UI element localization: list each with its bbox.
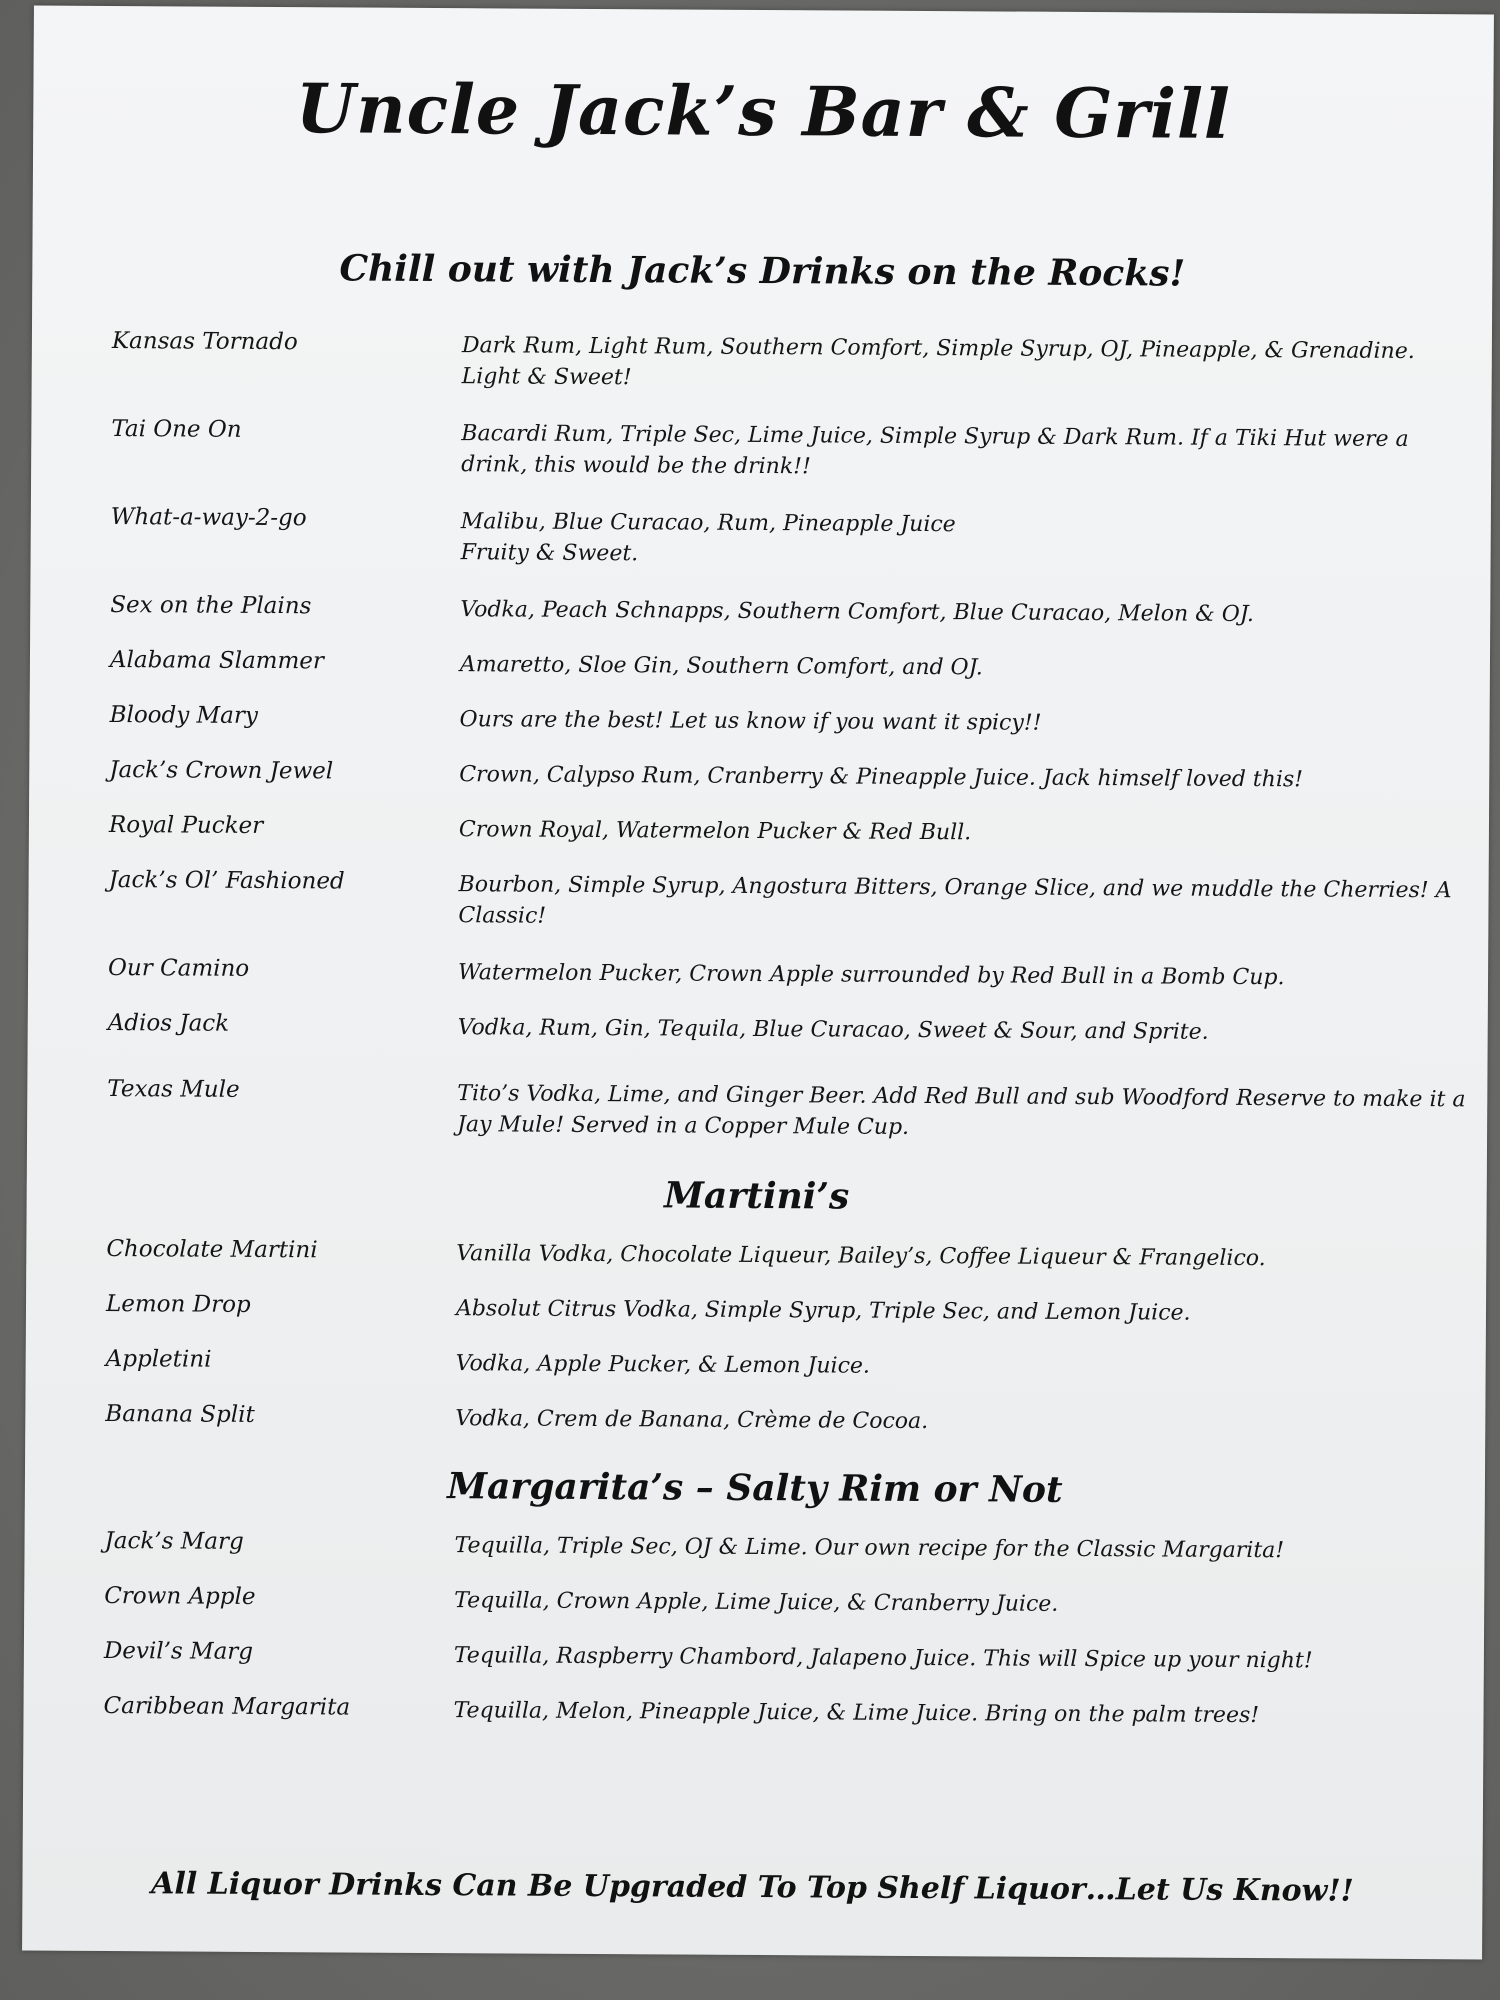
drink-name: Jack’s Ol’ Fashioned <box>108 867 345 895</box>
menu-item <box>30 647 1490 681</box>
drink-description: Bourbon, Simple Syrup, Angostura Bitters, Orange Slice, and we muddle the Cherries! A Classic! <box>458 872 1452 929</box>
menu-item <box>29 757 1489 793</box>
menu-item <box>30 702 1490 736</box>
drink-name: Appletini <box>105 1346 212 1373</box>
section-heading-margaritas: Margarita’s – Salty Rim or Not <box>447 1465 1063 1511</box>
menu-item <box>32 328 1492 391</box>
section-heading-rocks: Chill out with Jack’s Drinks on the Rocks! <box>339 247 1186 295</box>
drink-description: Crown Royal, Watermelon Pucker & Red Bull. <box>458 817 972 846</box>
drink-description: Vodka, Crem de Banana, Crème de Cocoa. <box>455 1406 929 1435</box>
drink-description: Ours are the best! Let us know if you want it spicy!! <box>459 707 1042 736</box>
drink-name: Caribbean Margarita <box>103 1693 351 1721</box>
menu-item <box>26 1291 1486 1326</box>
menu-item <box>26 1346 1486 1379</box>
drink-name: Our Camino <box>107 955 250 982</box>
drink-description: Vodka, Apple Pucker, & Lemon Juice. <box>455 1351 871 1379</box>
drink-name: Crown Apple <box>104 1583 256 1610</box>
drink-description: Tequilla, Triple Sec, OJ & Lime. Our own recipe for the Classic Margarita! <box>454 1533 1285 1564</box>
drink-description: Vanilla Vodka, Chocolate Liqueur, Bailey’s, Coffee Liqueur & Frangelico. <box>456 1241 1266 1272</box>
drink-description: Vodka, Peach Schnapps, Southern Comfort, Blue Curacao, Melon & OJ. <box>460 597 1254 628</box>
drink-name: Tai One On <box>111 416 242 443</box>
menu-sheet <box>22 6 1494 1960</box>
drink-description: Absolut Citrus Vodka, Simple Syrup, Triple Sec, and Lemon Juice. <box>455 1296 1191 1326</box>
drink-name: Chocolate Martini <box>106 1236 318 1264</box>
drink-name: Adios Jack <box>107 1010 230 1037</box>
menu-item <box>31 416 1491 480</box>
drink-description: Tequilla, Melon, Pineapple Juice, & Lime Juice. Bring on the palm trees! <box>453 1698 1260 1729</box>
drink-name: Lemon Drop <box>105 1291 251 1318</box>
menu-item <box>28 955 1488 991</box>
drink-description: Tequilla, Crown Apple, Lime Juice, & Cranberry Juice. <box>454 1588 1059 1617</box>
menu-item <box>31 504 1491 567</box>
menu-item <box>24 1583 1484 1617</box>
menu-item <box>28 1010 1488 1045</box>
drink-name: Devil’s Marg <box>103 1638 254 1665</box>
drink-description: Tequilla, Raspberry Chambord, Jalapeno Juice. This will Spice up your night! <box>453 1643 1313 1674</box>
drink-description: Bacardi Rum, Triple Sec, Lime Juice, Simple Syrup & Dark Rum. If a Tiki Hut were a drink, this would be the drink!! <box>461 421 1409 480</box>
drink-name: Banana Split <box>105 1401 255 1428</box>
section-heading-martinis: Martini’s <box>664 1174 850 1218</box>
menu-item <box>25 1401 1485 1435</box>
drink-description: Amaretto, Sloe Gin, Southern Comfort, and OJ. <box>459 652 983 681</box>
drink-description: Malibu, Blue Curacao, Rum, Pineapple Juice Fruity & Sweet. <box>460 509 956 567</box>
menu-item <box>25 1528 1485 1564</box>
upgrade-note: All Liquor Drinks Can Be Upgraded To Top Shelf Liquor…Let Us Know!! <box>151 1866 1354 1909</box>
menu-item <box>27 1076 1487 1140</box>
menu-title: Uncle Jack’s Bar & Grill <box>295 69 1231 155</box>
menu-item <box>26 1236 1486 1272</box>
drink-description: Dark Rum, Light Rum, Southern Comfort, Simple Syrup, OJ, Pineapple, & Grenadine. Light & Sweet! <box>461 333 1415 391</box>
menu-item <box>24 1638 1484 1674</box>
drink-name: Sex on the Plains <box>110 592 312 620</box>
drink-name: Alabama Slammer <box>109 647 325 675</box>
drink-name: Jack’s Marg <box>104 1528 244 1555</box>
drink-description: Crown, Calypso Rum, Cranberry & Pineapple Juice. Jack himself loved this! <box>459 762 1304 793</box>
menu-item <box>29 867 1489 929</box>
drink-name: Jack’s Crown Jewel <box>109 757 334 785</box>
drink-description: Vodka, Rum, Gin, Tequila, Blue Curacao, Sweet & Sour, and Sprite. <box>457 1015 1209 1045</box>
drink-name: Bloody Mary <box>109 702 258 729</box>
menu-item <box>30 592 1490 628</box>
drink-name: Texas Mule <box>107 1076 240 1103</box>
menu-item <box>29 812 1489 846</box>
drink-name: What-a-way-2-go <box>110 504 307 532</box>
menu-item <box>24 1693 1484 1729</box>
drink-name: Royal Pucker <box>108 812 264 839</box>
drink-description: Tito’s Vodka, Lime, and Ginger Beer. Add Red Bull and sub Woodford Reserve to make it a Jay Mule! Served in a Copper Mule Cup. <box>457 1081 1466 1140</box>
drink-name: Kansas Tornado <box>111 328 298 356</box>
drink-description: Watermelon Pucker, Crown Apple surrounded by Red Bull in a Bomb Cup. <box>457 960 1285 991</box>
